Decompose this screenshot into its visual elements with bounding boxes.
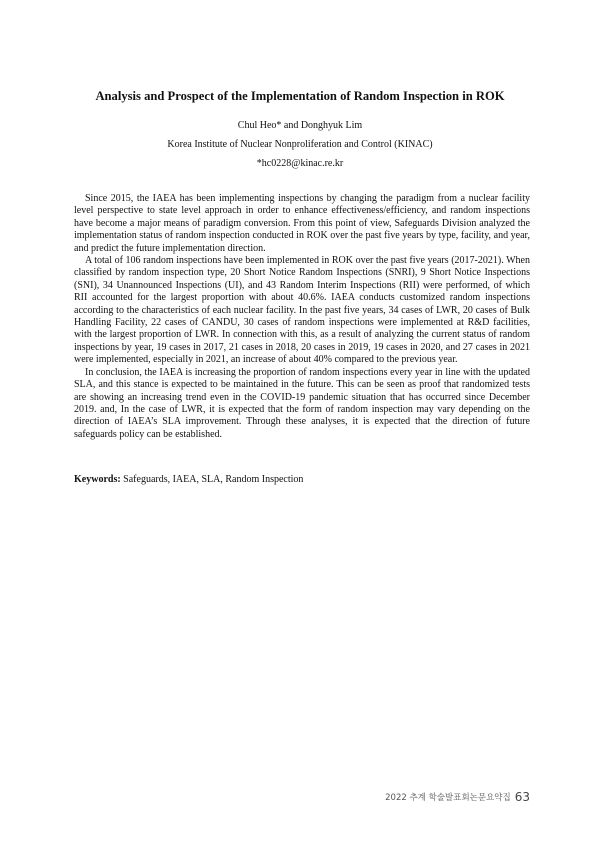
author-affiliation: Korea Institute of Nuclear Nonproliferation and Control (KINAC) xyxy=(167,139,433,150)
page-footer xyxy=(385,790,530,805)
abstract-paragraph-2: A total of 106 random inspections have been implemented in ROK over the past five years (2017-2021). When classified by random inspection type, 20 Short Notice Random Inspections (SNRI), 9 Short Notice Inspections (SNI), 34 Unannounced Inspections (UI), and 43 Random Interim Inspections (RII) were performed, of which RII accounted for the largest proportion with about 40.6%. IAEA conducts customized random inspections according to the characteristics of each nuclear facility. In the past five years, 34 cases of LWR, 20 cases of Bulk Handling Facility, 22 cases of CANDU, 30 cases of random inspections were implemented at R&D facilities, with the largest proportion of LWR. In connection with this, as a result of analyzing the current status of random inspections by year, 19 cases in 2017, 21 cases in 2018, 20 cases in 2019, 19 cases in 2020, and 27 cases in 2021 were implemented, especially in 2021, an increase of about 40% compared to the previous year. xyxy=(74,255,530,366)
abstract-paragraph-3: In conclusion, the IAEA is increasing the proportion of random inspections every year in line with the updated SLA, and this stance is expected to be maintained in the future. This can be seen as proof that randomized tests are showing an increasing trend even in the COVID-19 pandemic situation that has occurred since December 2019. and, In the case of LWR, it is expected that the form of random inspection may vary depending on the direction of IAEA’s SLA improvement. Through these analyses, it is expected that the direction of future safeguards policy can be established. xyxy=(74,366,530,440)
author-email: *hc0228@kinac.re.kr xyxy=(256,158,344,169)
footer-proceedings-title: 2022 추계 학술발표회논문요약집 xyxy=(385,793,511,803)
abstract-paragraph-1: Since 2015, the IAEA has been implementing inspections by changing the paradigm from a nuclear facility level perspective to state level approach in order to enhance effectiveness/efficiency, and random inspections have become a major means of paradigm conversion. From this point of view, Safeguards Division analyzed the implementation status of random inspection conducted in ROK over the past five years by type, facility, and year, and predict the future implementation direction. xyxy=(74,193,530,254)
keywords-label: Keywords: xyxy=(74,474,121,485)
keywords-line xyxy=(74,473,530,486)
abstract-body xyxy=(74,193,530,441)
keywords-list: Safeguards, IAEA, SLA, Random Inspection xyxy=(123,474,304,485)
page-number: 63 xyxy=(514,790,530,804)
paper-title: Analysis and Prospect of the Implementation of Random Inspection in ROK xyxy=(95,89,505,103)
author-names: Chul Heo* and Donghyuk Lim xyxy=(237,120,363,131)
